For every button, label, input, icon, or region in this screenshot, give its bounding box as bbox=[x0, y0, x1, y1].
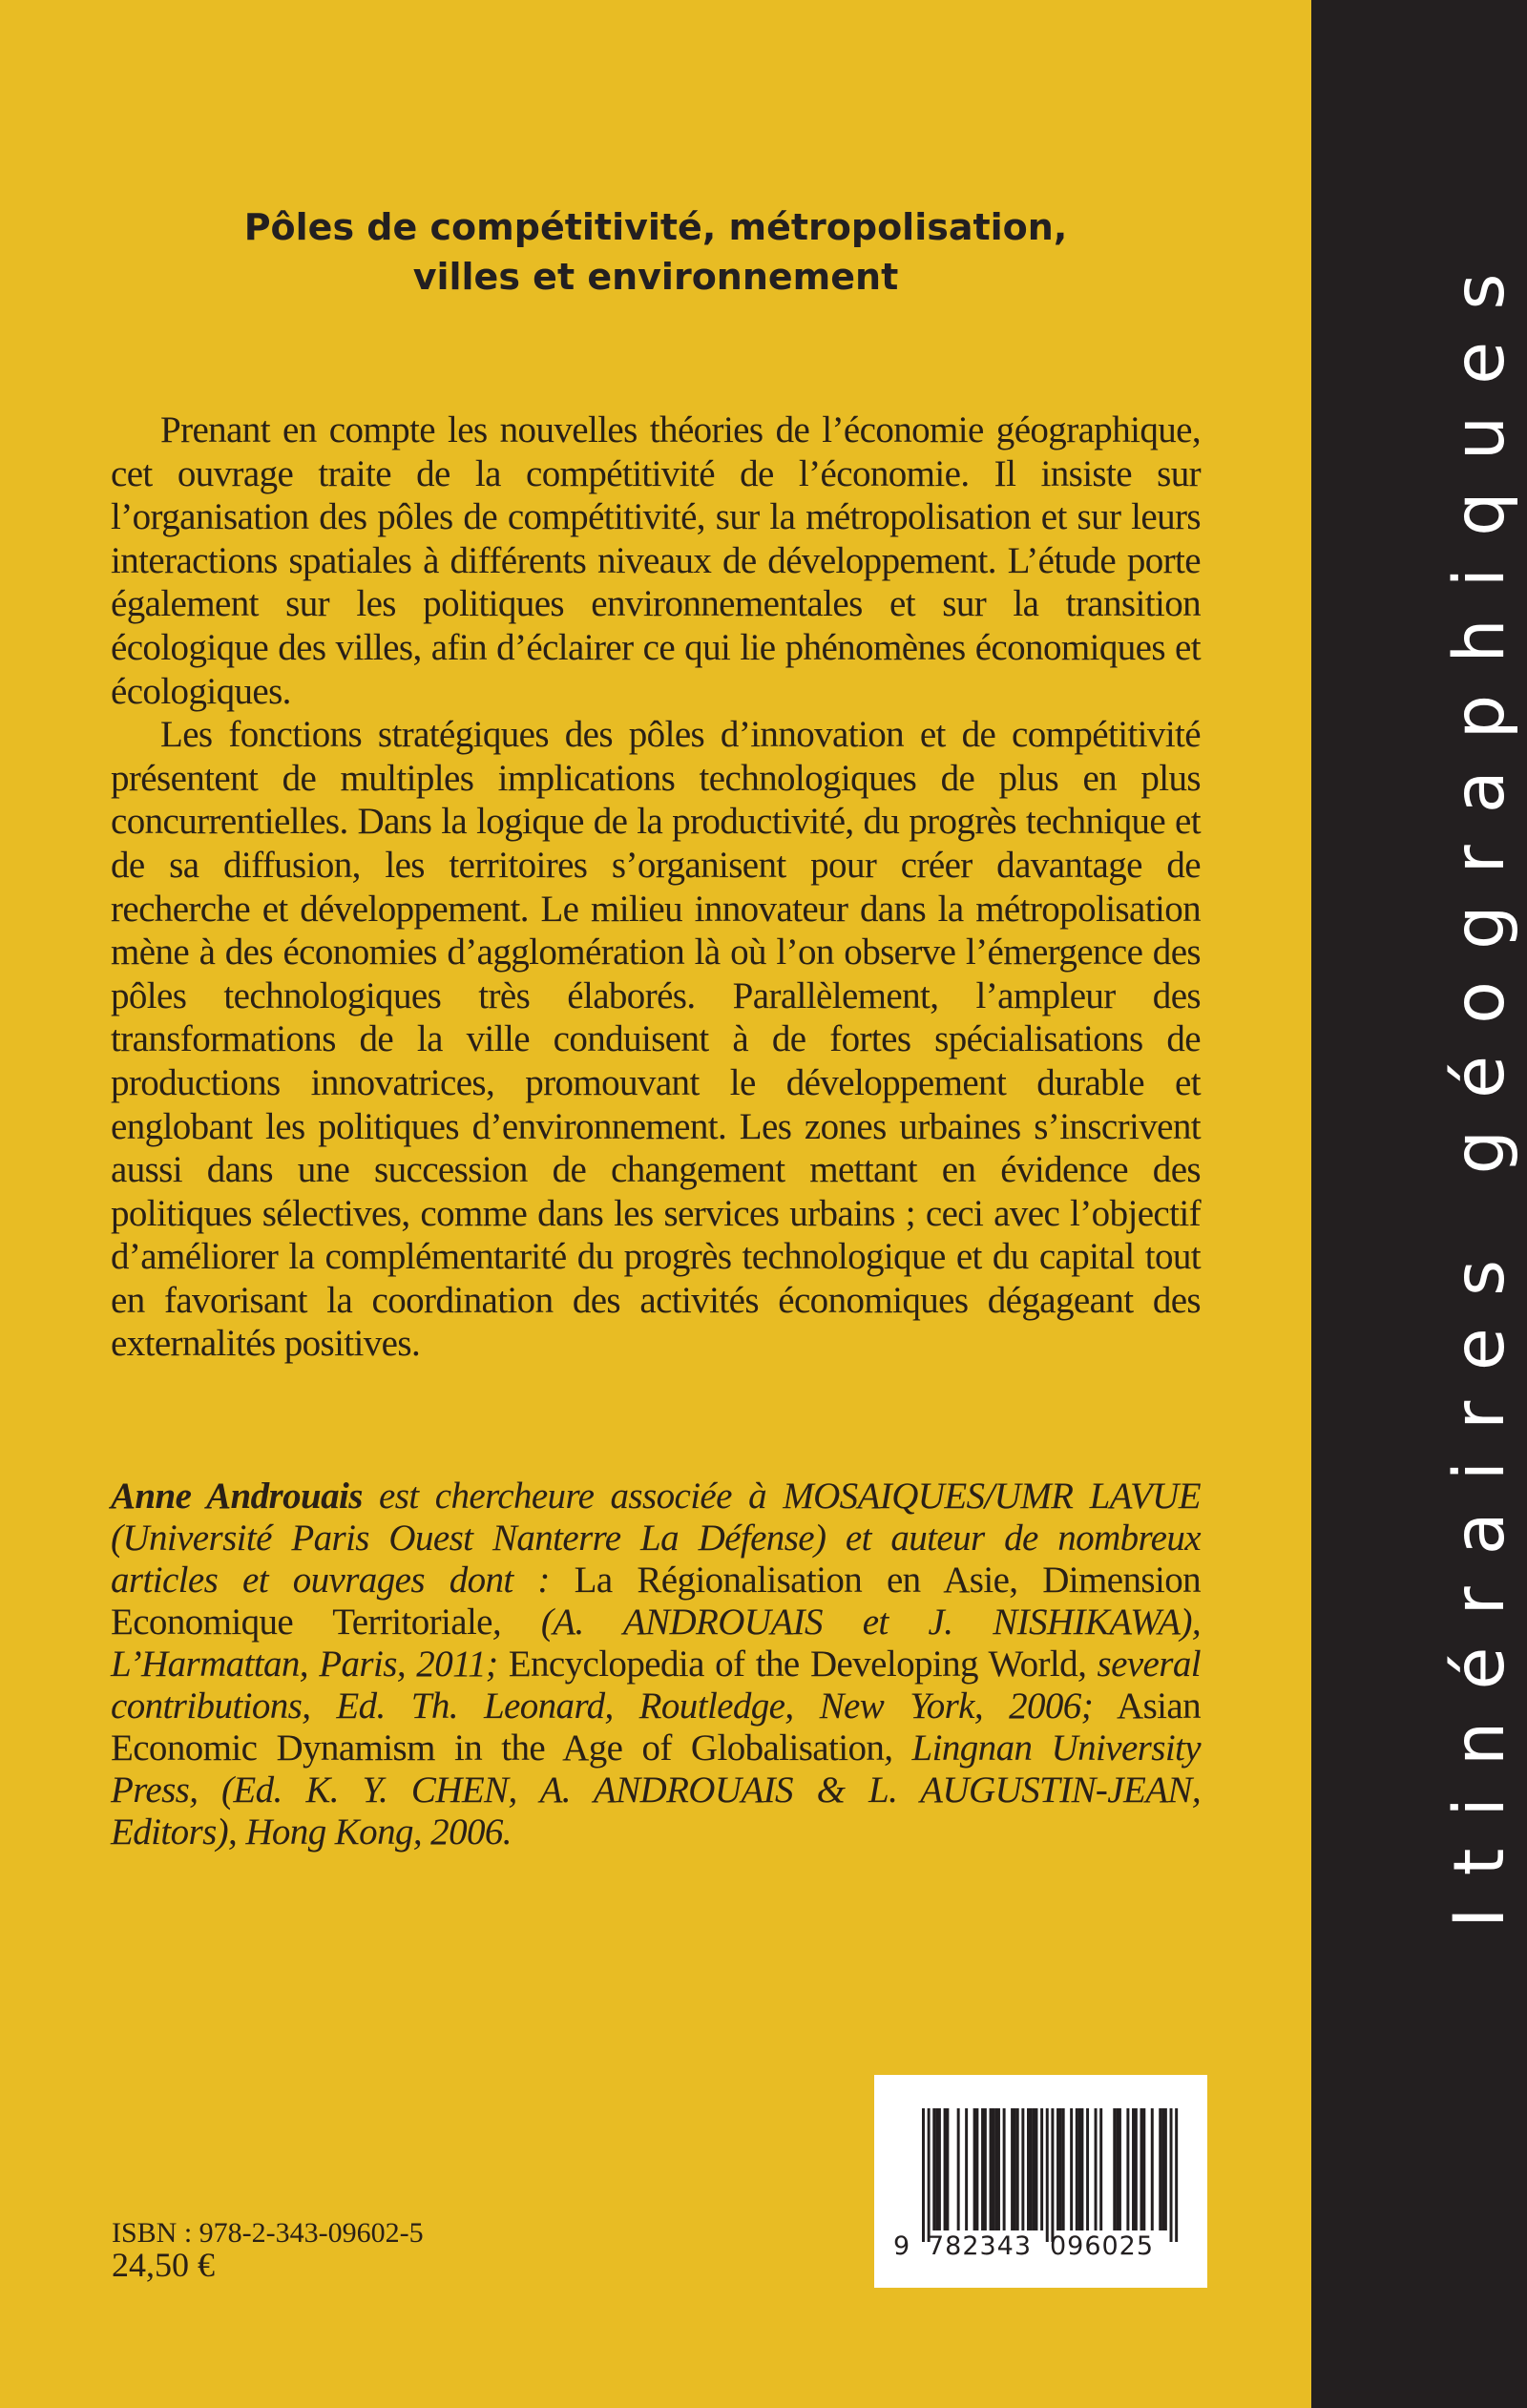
bio-book-title: Encyclopedia of the Developing World bbox=[497, 1644, 1078, 1685]
barcode-panel bbox=[874, 2075, 1207, 2288]
book-title-line-1: Pôles de compétitivité, métropolisation, bbox=[243, 206, 1068, 248]
isbn-label: ISBN : 978-2-343-09602-5 bbox=[112, 2217, 424, 2249]
blurb bbox=[111, 408, 1201, 1366]
blurb-paragraph-1: Prenant en compte les nouvelles théories de l’économie géographique, cet ouvrage traite de la compétitivité de l’économie. Il insiste sur l’organisation des pôles de compétitivité, sur la métropolisation et sur leurs interactions spatiales à différents niveaux de développement. L’étude porte également sur les politiques environnementales et sur la transition écologique des villes, afin d’éclairer ce qui lie phénomènes économiques et écologiques. bbox=[111, 409, 1201, 712]
bio-segment: , Lingnan University Press, (Ed. K. Y. CHEN, A. ANDROUAIS & L. AUGUSTIN-JEAN, Editors), Hong Kong, 2006. bbox=[111, 1727, 1201, 1853]
barcode-digits-left: 782343 bbox=[928, 2231, 1031, 2261]
author-bio-paragraph bbox=[111, 1476, 1201, 1853]
barcode-icon bbox=[874, 2075, 1207, 2288]
bio-segment: , (A. ANDROUAIS et J. NISHIKAWA), L’Harmattan, Paris, 2011; bbox=[111, 1602, 1201, 1685]
bio-book-title: La Régionalisation en Asie, Dimension Economique Territoriale bbox=[111, 1560, 1201, 1643]
author-name: Anne Androuais bbox=[111, 1476, 363, 1517]
blurb-paragraph-2: Les fonctions stratégiques des pôles d’innovation et de compétitivité présentent de multiples implications technologiques de plus en plus concurrentielles. Dans la logique de la productivité, du progrès technique et de sa diffusion, les territoires s’organisent pour créer davantage de recherche et développement. Le milieu innovateur dans la métropolisation mène à des économies d’agglomération là où l’on observe l’émergence des pôles technologiques très élaborés. Parallèlement, l’ampleur des transformations de la ville conduisent à de fortes spécialisations de productions innovatrices, promouvant le développement durable et englobant les politiques d’environnement. Les zones urbaines s’inscrivent aussi dans une succession de changement mettant en évidence des politiques sélectives, comme dans les services urbains ; ceci avec l’objectif d’améliorer la complémentarité du progrès technologique et du capital tout en favorisant la coordination des activités économiques dégageant des externalités positives. bbox=[111, 714, 1201, 1365]
book-title bbox=[111, 202, 1201, 302]
series-title: Itinéraires géographiques bbox=[1439, 241, 1520, 1928]
author-bio bbox=[111, 1476, 1201, 1853]
bio-segment: est chercheure associée à MOSAIQUES/UMR LAVUE (Université Paris Ouest Nanterre La Défense) et auteur de nombreux articles et ouvrages dont : bbox=[111, 1476, 1201, 1601]
barcode-digits-right: 096025 bbox=[1050, 2231, 1153, 2261]
price-label: 24,50 € bbox=[112, 2246, 215, 2284]
barcode-digit-first: 9 bbox=[893, 2231, 910, 2261]
bio-book-title: Asian Economic Dynamism in the Age of Globalisation bbox=[111, 1686, 1201, 1769]
book-title-line-2: villes et environnement bbox=[412, 256, 899, 298]
bio-segment: , several contributions, Ed. Th. Leonard, Routledge, New York, 2006; bbox=[111, 1644, 1201, 1727]
